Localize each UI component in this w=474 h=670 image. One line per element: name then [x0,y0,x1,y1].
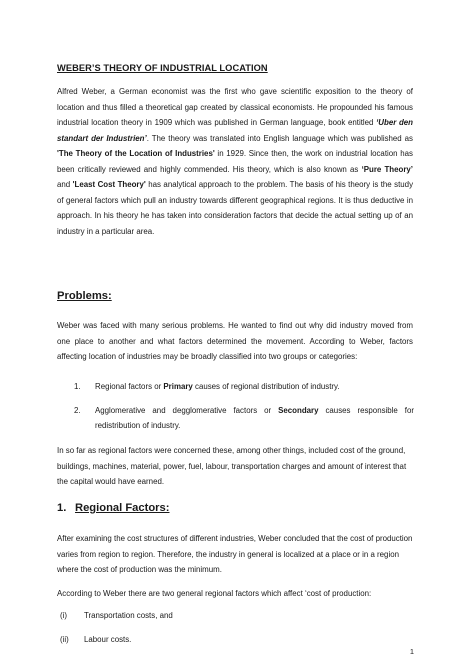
intro-text-5: has analytical approach to the problem. The basis of his theory is the study of general factors which pull an industry towards different geographical regions. It is thus deductive in approach. In his theory he has taken into consideration factors that decide the actual setting up of an industry in a particular area. [57,180,414,236]
list-item-text: causes responsible for redistribution of industry. [95,405,414,430]
list-item [60,608,400,624]
list-marker: (ii) [60,634,69,644]
intro-text-2: . The theory was translated into English language which was published as [146,133,413,143]
intro-paragraph [57,84,413,239]
list-marker: 1. [74,382,81,391]
book-title-german: ‘Uber den standart der Industrien’ [57,118,413,143]
regional-factors-heading [57,502,170,514]
page-number: 1 [409,647,414,656]
list-item-text: Transportation costs, and [84,611,173,620]
list-item [60,632,400,648]
primary-term: Primary [163,382,193,391]
pure-theory-term: ‘Pure Theory’ [361,164,413,174]
list-marker: (i) [60,611,68,620]
secondary-term: Secondary [278,405,319,415]
list-item [74,403,414,434]
section-title: Regional Factors: [75,502,170,514]
problems-heading: Problems: [57,290,112,302]
list-item [74,379,414,395]
regional-costs-paragraph: In so far as regional factors were concerned these, among other things, included cost of the ground, buildings, machines, material, power, fuel, labour, transportation charges and amount of interest that the capital would have earned. [57,446,407,486]
intro-text-3: in 1929. Since then, the work on industrial location has been critically reviewed and highly commended. His theory, which is also known as [57,149,413,174]
intro-text-4: and [57,180,73,189]
document-title: WEBER’S THEORY OF INDUSTRIAL LOCATION [57,63,268,73]
book-title-english: 'The Theory of the Location of Industries' [57,149,215,158]
problems-paragraph: Weber was faced with many serious problems. He wanted to find out why did industry moved from one place to another and what factors determined the movement. According to Weber, factors affecting location of industries may be broadly classified into two groups or categories: [57,321,413,361]
regional-factors-intro: According to Weber there are two general regional factors which affect ‘cost of production: [57,589,372,598]
section-number: 1. [57,502,67,514]
list-item-text: Regional factors or [95,382,164,391]
list-marker: 2. [74,405,81,415]
factor-categories-list [74,379,414,434]
intro-text-1: Alfred Weber, a German economist was the first who gave scientific exposition to the theory of location and thus filled a theoretical gap created by classical economists. He propounded his famous industrial location theory in 1909 which was published in German language, book entitled [57,87,413,127]
least-cost-theory-term: 'Least Cost Theory' [72,180,146,189]
regional-paragraph: After examining the cost structures of different industries, Weber concluded that the cost of production varies from region to region. Therefore, the industry in general is localized at a place or in a region where the cost of production was the minimum. [57,534,413,574]
list-item-text: Labour costs. [84,634,132,644]
list-item-text: causes of regional distribution of industry. [192,382,340,391]
list-item-text: Agglomerative and degglomerative factors or [95,405,279,415]
regional-factors-list [60,608,400,647]
